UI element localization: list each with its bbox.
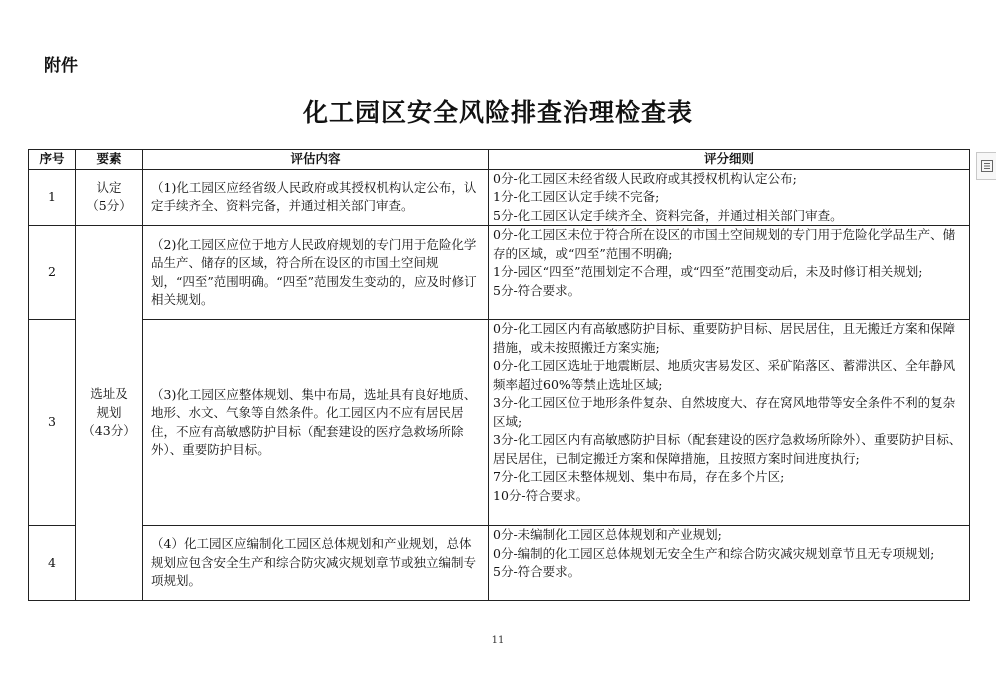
content-cell: （3)化工园区应整体规划、集中布局，选址具有良好地质、地形、水文、气象等自然条件。化工园区内不应有居民居住，不应有高敏感防护目标（配套建设的医疗急救场所除外）、重要防护目标。 xyxy=(143,320,489,526)
row-number: 3 xyxy=(29,320,76,526)
score-cell: 0分-未编制化工园区总体规划和产业规划; 0分-编制的化工园区总体规划无安全生产和综合防灾减灾规划章节且无专项规划; 5分-符合要求。 xyxy=(489,526,970,601)
attachment-label: 附件 xyxy=(44,56,78,76)
element-cell: 选址及 规划 （43分） xyxy=(76,226,143,601)
header-no: 序号 xyxy=(29,150,76,170)
header-score: 评分细则 xyxy=(489,150,970,170)
content-cell: （2)化工园区应位于地方人民政府规划的专门用于危险化学品生产、储存的区域，符合所在设区的市国土空间规划，“四至”范围明确。“四至”范围发生变动的，应及时修订相关规划。 xyxy=(143,226,489,320)
table-header-row xyxy=(29,150,970,170)
score-cell: 0分-化工园区未位于符合所在设区的市国土空间规划的专门用于危险化学品生产、储存的区域，或“四至”范围不明确; 1分-园区“四至”范围划定不合理，或“四至”范围变动后，未及时修订相关规划; 5分-符合要求。 xyxy=(489,226,970,320)
page-title: 化工园区安全风险排查治理检查表 xyxy=(302,98,693,127)
row-number: 4 xyxy=(29,526,76,601)
side-panel-tab[interactable] xyxy=(976,152,996,180)
table-row xyxy=(29,526,970,601)
content-cell: （4）化工园区应编制化工园区总体规划和产业规划，总体规划应包含安全生产和综合防灾减灾规划章节或独立编制专项规划。 xyxy=(143,526,489,601)
content-cell: （1)化工园区应经省级人民政府或其授权机构认定公布，认定手续齐全、资料完备，并通过相关部门审查。 xyxy=(143,169,489,226)
list-panel-icon xyxy=(981,157,993,176)
row-number: 2 xyxy=(29,226,76,320)
score-cell: 0分-化工园区未经省级人民政府或其授权机构认定公布; 1分-化工园区认定手续不完备; 5分-化工园区认定手续齐全、资料完备，并通过相关部门审查。 xyxy=(489,169,970,226)
inspection-table xyxy=(28,149,970,601)
header-element: 要素 xyxy=(76,150,143,170)
table-row xyxy=(29,226,970,320)
table-row xyxy=(29,169,970,226)
row-number: 1 xyxy=(29,169,76,226)
page-number: 11 xyxy=(491,635,505,646)
element-cell: 认定 （5分） xyxy=(76,169,143,226)
score-cell: 0分-化工园区内有高敏感防护目标、重要防护目标、居民居住，且无搬迁方案和保障措施，或未按照搬迁方案实施; 0分-化工园区选址于地震断层、地质灾害易发区、采矿陷落区、蓄滞洪区、全年静风频率超过60%等禁止选址区域; 3分-化工园区位于地形条件复杂、自然坡度大、存在窝风地带等安全条件不利的复杂区域; 3分-化工园区内有高敏感防护目标（配套建设的医疗急救场所除外）、重要防护目标、居民居住，已制定搬迁方案和保障措施，且按照方案时间进度执行; 7分-化工园区未整体规划、集中布局，存在多个片区; 10分-符合要求。 xyxy=(489,320,970,526)
table-row xyxy=(29,320,970,526)
header-content: 评估内容 xyxy=(143,150,489,170)
